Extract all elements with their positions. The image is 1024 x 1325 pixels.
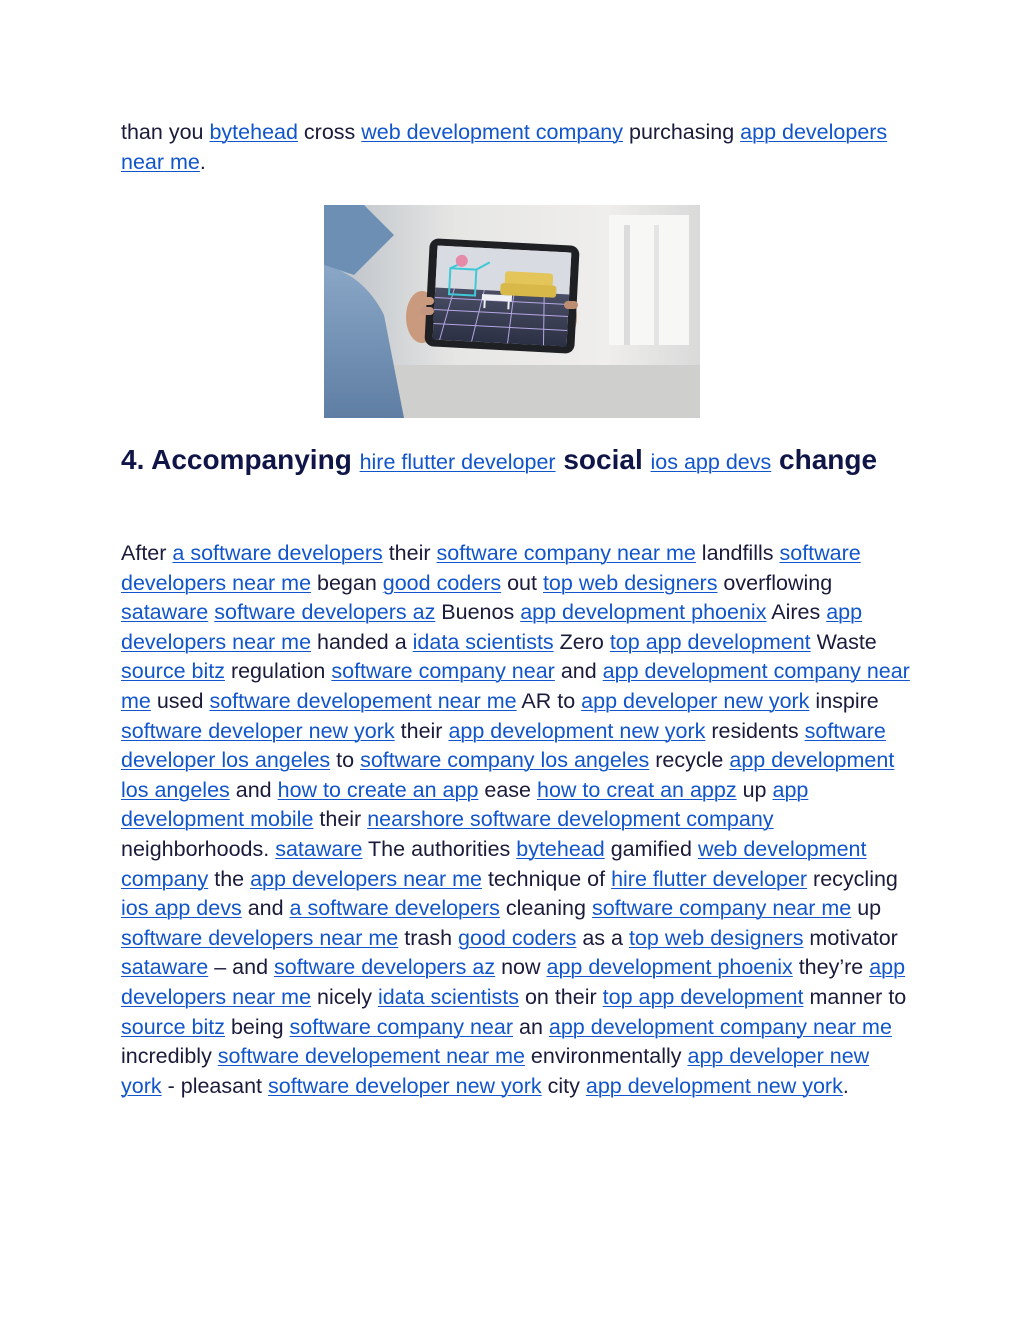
body-text: cleaning — [499, 896, 592, 921]
body-text: to — [330, 748, 361, 773]
body-link[interactable]: hire flutter developer — [611, 866, 808, 891]
body-link[interactable]: sataware — [121, 600, 209, 625]
body-text: handed a — [311, 629, 413, 654]
body-link[interactable]: app development new york — [585, 1073, 843, 1098]
body-link[interactable]: a software developers — [172, 541, 383, 565]
body-text: and — [554, 659, 603, 684]
body-link[interactable]: bytehead — [516, 836, 605, 861]
body-text: incredibly — [121, 1044, 218, 1069]
body-link[interactable]: app developers near me — [250, 866, 482, 891]
body-text: environmentally — [524, 1044, 688, 1069]
body-text: their — [382, 541, 437, 565]
body-link[interactable]: how to creat an appz — [537, 777, 737, 802]
body-link[interactable]: top app development — [609, 629, 811, 654]
body-link[interactable]: app development new york — [448, 718, 706, 743]
body-link[interactable]: a software developers — [289, 896, 500, 921]
body-text: Buenos — [435, 600, 521, 625]
body-link[interactable]: app development phoenix — [546, 955, 793, 980]
body-text: regulation — [224, 659, 332, 684]
body-link[interactable]: app development mobile — [121, 777, 809, 832]
body-text: they’re — [792, 955, 870, 980]
body-text: trash — [398, 925, 459, 950]
body-paragraph — [121, 539, 911, 1101]
body-text: – and — [208, 955, 274, 980]
body-text: recycle — [649, 748, 730, 773]
body-text: Zero — [553, 629, 610, 654]
body-link[interactable]: nearshore software development company — [367, 807, 774, 832]
intro-text: . — [199, 149, 206, 174]
intro-paragraph — [121, 118, 911, 177]
body-link[interactable]: software developers az — [214, 600, 436, 625]
heading-text: social — [555, 444, 651, 475]
body-link[interactable]: how to create an app — [277, 777, 479, 802]
body-link[interactable]: good coders — [382, 570, 502, 595]
body-link[interactable]: software developers near me — [121, 541, 861, 595]
body-text: . — [842, 1073, 849, 1098]
body-link[interactable]: app developers near me — [121, 955, 906, 1009]
body-link[interactable]: idata scientists — [412, 629, 554, 654]
body-text: residents — [705, 718, 805, 743]
body-link[interactable]: software developers az — [274, 955, 496, 980]
body-link[interactable]: app development company near me — [548, 1014, 892, 1039]
body-link[interactable]: ios app devs — [121, 896, 242, 921]
body-link[interactable]: good coders — [458, 925, 577, 950]
body-text: up — [736, 777, 773, 802]
body-text: landfills — [695, 541, 780, 565]
body-text: on their — [518, 984, 603, 1009]
body-text: the — [208, 866, 251, 891]
body-link[interactable]: software developers near me — [121, 925, 399, 950]
body-link[interactable]: software company near me — [591, 896, 852, 921]
body-text: and — [229, 777, 278, 802]
body-text: Aires — [766, 600, 827, 625]
body-text: as a — [576, 925, 629, 950]
heading-text: change — [771, 444, 878, 475]
body-text: ease — [478, 777, 537, 802]
body-text: overflowing — [717, 570, 833, 595]
body-text: being — [224, 1014, 290, 1039]
body-text: technique of — [481, 866, 612, 891]
body-text: nicely — [311, 984, 378, 1009]
body-text: The authorities — [362, 836, 517, 861]
body-text: recycling — [807, 866, 898, 891]
body-link[interactable]: software company near — [289, 1014, 514, 1039]
body-link[interactable]: software developement near me — [217, 1044, 525, 1069]
body-link[interactable]: source bitz — [121, 659, 225, 684]
body-text: up — [851, 896, 882, 921]
body-link[interactable]: web development company — [121, 836, 867, 891]
body-text: motivator — [803, 925, 898, 950]
heading-text: 4. Accompanying — [121, 444, 360, 475]
body-text: manner to — [803, 984, 907, 1009]
body-text: an — [513, 1014, 549, 1039]
body-text: After — [121, 541, 173, 565]
body-text: now — [495, 955, 547, 980]
body-text: neighborhoods. — [121, 836, 276, 861]
body-link[interactable]: top app development — [602, 984, 804, 1009]
intro-link-app-developers-near-me[interactable]: app developers near me — [121, 120, 888, 174]
body-text: - pleasant — [161, 1073, 268, 1098]
body-text: gamified — [604, 836, 698, 861]
body-link[interactable]: software company los angeles — [360, 748, 650, 773]
body-link[interactable]: app developers near me — [121, 600, 863, 654]
heading-link-ios-app-devs[interactable]: ios app devs — [650, 450, 772, 474]
body-link[interactable]: sataware — [121, 955, 209, 980]
intro-text: purchasing — [623, 120, 741, 144]
body-text: AR to — [516, 688, 582, 713]
body-text: their — [394, 718, 449, 743]
body-text: used — [150, 688, 210, 713]
ar-tablet-illustration — [324, 205, 700, 418]
intro-link-bytehead[interactable]: bytehead — [209, 120, 298, 144]
body-text: inspire — [809, 688, 879, 713]
body-link[interactable]: software developer new york — [121, 718, 395, 743]
body-text: their — [313, 807, 368, 832]
body-text: and — [241, 896, 290, 921]
intro-link-web-development-company[interactable]: web development company — [361, 120, 624, 144]
body-link[interactable]: software developer new york — [268, 1073, 542, 1098]
body-link[interactable]: software company near — [331, 659, 555, 684]
body-text: out — [501, 570, 543, 595]
ar-tablet-photo — [324, 205, 700, 418]
body-link[interactable]: app developer new york — [581, 688, 810, 713]
body-link[interactable]: software company near me — [436, 541, 696, 565]
body-link[interactable]: software developer los angeles — [121, 718, 886, 773]
body-text: city — [541, 1073, 586, 1098]
intro-text: than you — [121, 120, 210, 144]
body-link[interactable]: app developer new york — [121, 1044, 870, 1098]
intro-text: cross — [297, 120, 362, 144]
body-text: began — [311, 570, 383, 595]
body-link[interactable]: software developement near me — [209, 688, 517, 713]
heading-link-hire-flutter-developer[interactable]: hire flutter developer — [359, 450, 556, 474]
body-link[interactable]: idata scientists — [377, 984, 519, 1009]
body-text: Waste — [810, 629, 877, 654]
body-link[interactable]: top web designers — [628, 925, 804, 950]
body-link[interactable]: app development los angeles — [121, 748, 895, 802]
section-heading — [121, 442, 911, 480]
body-link[interactable]: source bitz — [121, 1014, 225, 1039]
body-link[interactable]: app development phoenix — [520, 600, 767, 625]
body-link[interactable]: top web designers — [542, 570, 718, 595]
body-link[interactable]: sataware — [275, 836, 363, 861]
body-link[interactable]: app development company near me — [121, 659, 910, 713]
